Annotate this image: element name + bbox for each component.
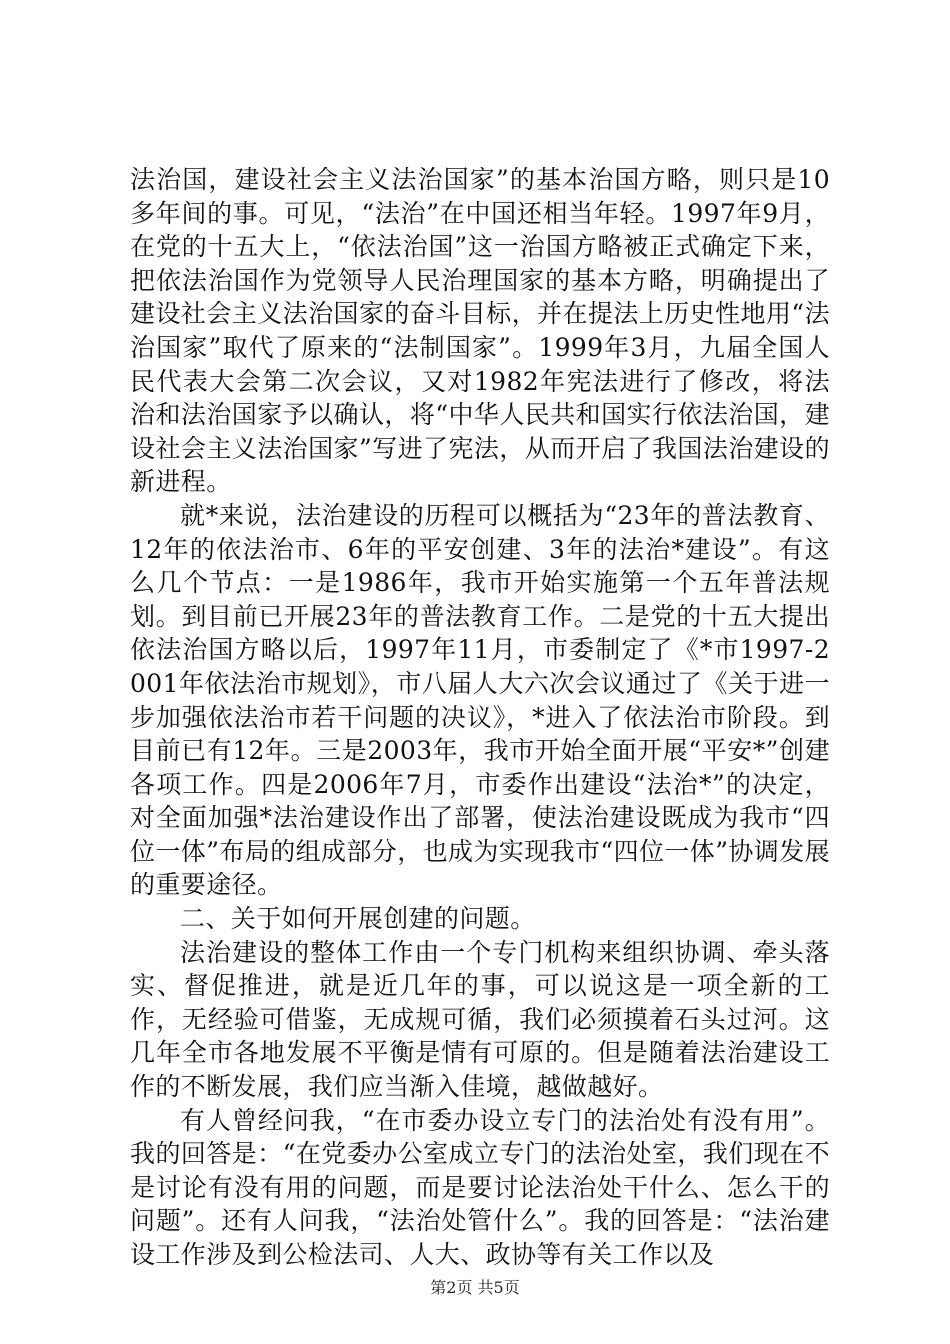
paragraph-1: 法治国，建设社会主义法治国家”的基本治国方略，则只是10多年间的事。可见，“法治”在中国还相当年轻。1997年9月，在党的十五大上，“依法治国”这一治国方略被正式确定下来，把依法治国作为党领导人民治理国家的基本方略，明确提出了建设社会主义法治国家的奋斗目标，并在提法上历史性地用“法治国家”取代了原来的“法制国家”。1999年3月，九届全国人民代表大会第二次会议，又对1982年宪法进行了修改，将法治和法治国家予以确认，将“中华人民共和国实行依法治国，建设社会主义法治国家”写进了宪法，从而开启了我国法治建设的新进程。: [130, 165, 830, 497]
paragraph-2: 就*来说，法治建设的历程可以概括为“23年的普法教育、12年的依法治市、6年的平安创建、3年的法治*建设”。有这么几个节点：一是1986年，我市开始实施第一个五年普法规划。到目前已开展23年的普法教育工作。二是党的十五大提出依法治国方略以后，1997年11月，市委制定了《*市1997-2001年依法治市规划》，市八届人大六次会议通过了《关于进一步加强依法治市若干问题的决议》，*进入了依法治市阶段。到目前已有12年。三是2003年，我市开始全面开展“平安*”创建各项工作。四是2006年7月，市委作出建设“法治*”的决定，对全面加强*法治建设作出了部署，使法治建设既成为我市“四位一体”布局的组成部分，也成为实现我市“四位一体”协调发展的重要途径。: [130, 500, 830, 900]
section-heading-2: 二、关于如何开展创建的问题。: [180, 904, 536, 934]
paragraph-4: 有人曾经问我，“在市委办设立专门的法治处有没有用”。我的回答是：“在党委办公室成立专门的法治处室，我们现在不是讨论有没有用的问题，而是要讨论法治处干什么、怎么干的问题”。还有人问我，“法治处管什么”。我的回答是：“法治建设工作涉及到公检法司、人大、政协等有关工作以及: [130, 1105, 830, 1269]
page-number-footer: 第2页 共5页: [430, 1278, 520, 1297]
paragraph-3: 法治建设的整体工作由一个专门机构来组织协调、牵头落实、督促推进，就是近几年的事，可以说这是一项全新的工作，无经验可借鉴，无成规可循，我们必须摸着石头过河。这几年全市各地发展不平衡是情有可原的。但是随着法治建设工作的不断发展，我们应当渐入佳境，越做越好。: [130, 937, 830, 1102]
document-body: [130, 163, 830, 1272]
